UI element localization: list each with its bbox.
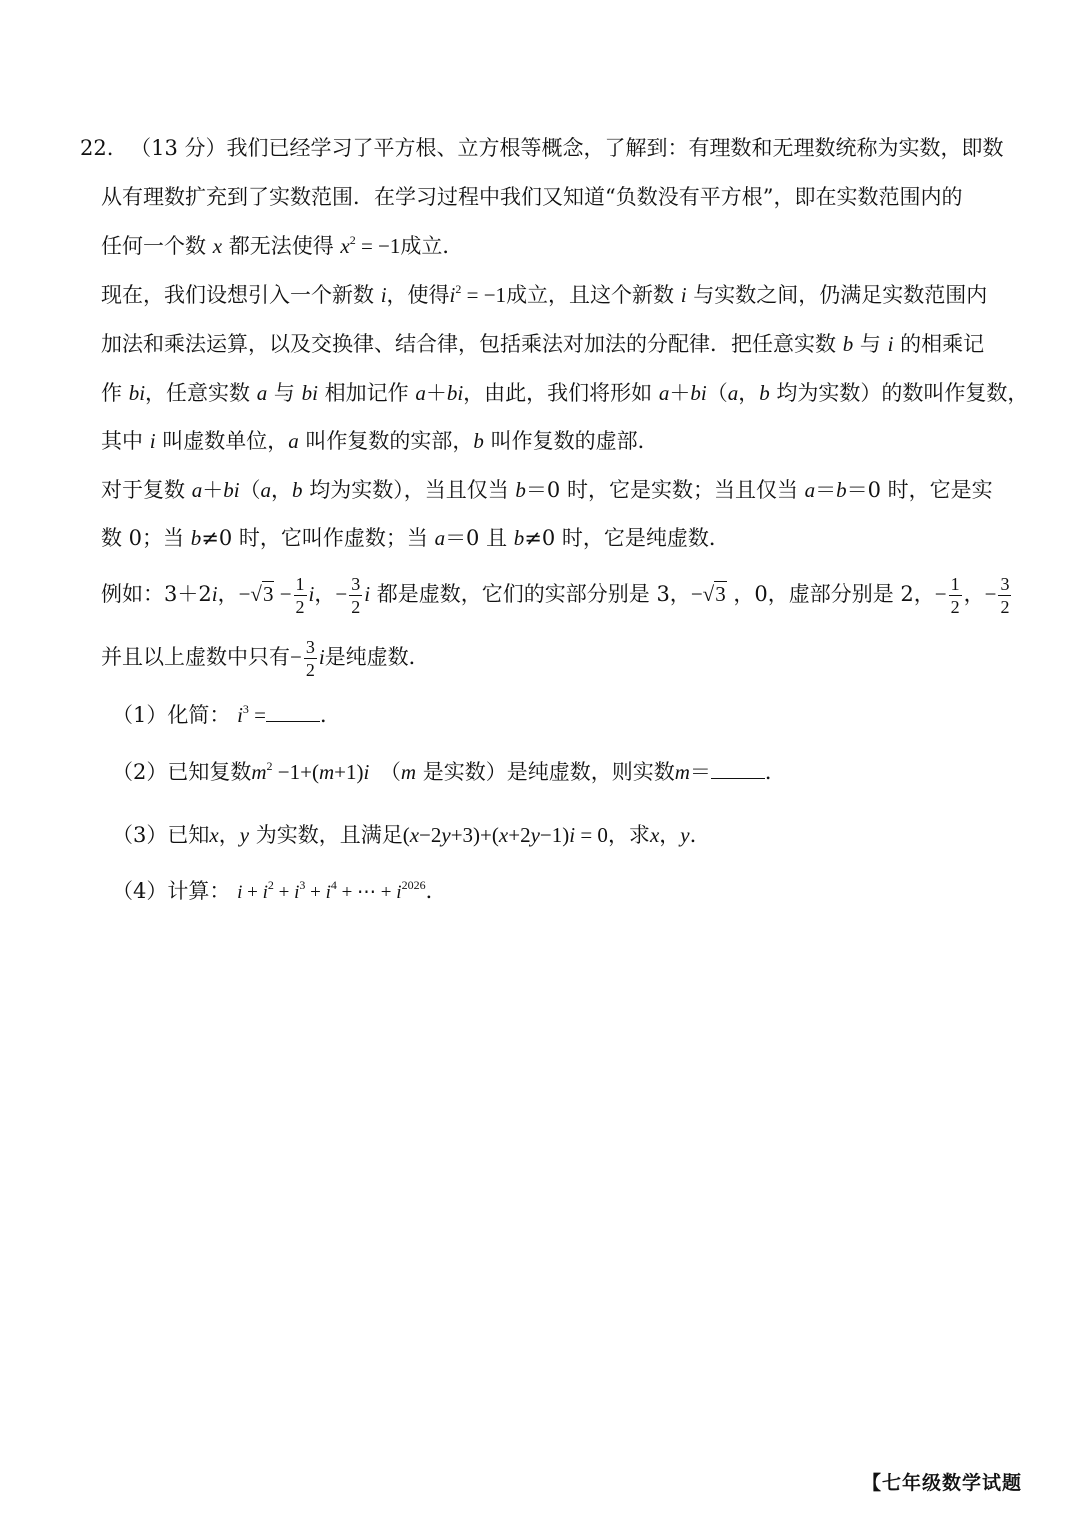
page-footer: 【七年级数学试题 [861, 1472, 1022, 1494]
fraction-three-halves: $\frac{3}{2}$ [351, 574, 361, 617]
sqrt-symbol: √3 [250, 582, 274, 606]
problem-intro-text: 我们已经学习了平方根、立方根等概念，了解到：有理数和无理数统称为实数，即数 [226, 136, 1004, 160]
paragraph-2-line-4: 其中 i 叫虚数单位，a 叫作复数的实部，b 叫作复数的虚部． [101, 429, 659, 453]
paragraph-2-line-3: 作 bi，任意实数 a 与 bi 相加记作 a＋bi，由此，我们将形如 a＋bi（a，b 均为实数）的数叫作复数， [101, 381, 1029, 405]
answer-blank-1[interactable] [266, 701, 320, 722]
fraction-one-half: $\frac{1}{2}$ [295, 574, 305, 617]
pure-imaginary-line: 并且以上虚数中只有− $\frac{3}{2}$ i是纯虚数． [101, 637, 430, 680]
question-2: （2）已知复数$m^2 -1+(m+1)i$ （m 是实数）是纯虚数，则实数m＝ ． [112, 759, 786, 784]
answer-blank-2[interactable] [711, 758, 765, 779]
problem-line-3: 任何一个数 x 都无法使得 $x^2 = -1$成立． [101, 233, 464, 258]
paragraph-3-line-1: 对于复数 a＋bi（a，b 均为实数），当且仅当 b＝0 时，它是实数；当且仅当 a＝b＝0 时，它是实 [101, 478, 993, 502]
problem-line-2: 从有理数扩充到了实数范围．在学习过程中我们又知道“负数没有平方根”，即在实数范围内的 [101, 185, 963, 209]
paragraph-2-line-1: 现在，我们设想引入一个新数 i，使得$i^2 = -1$成立，且这个新数 i 与实数之间，仍满足实数范围内 [101, 282, 988, 307]
problem-line-1 [80, 133, 1004, 163]
problem-points: （13 分） [130, 136, 227, 160]
question-1: （1）化简： $i^3$ = ． [112, 702, 341, 727]
question-3: （3）已知x，y 为实数，且满足(x−2y+3)+(x+2y−1)i = 0，求x，y. [112, 823, 697, 847]
problem-number: 22. [80, 136, 114, 160]
examples-line: 例如：3＋2i，−√3 − $\frac{1}{2}$ i，− $\frac{3}{2}$ i 都是虚数，它们的实部分别是 3，−√3 ，0，虚部分别是 2，− $\frac{1}{2}$ ，− $\frac{3}{2}$ [101, 570, 1013, 618]
question-4: （4）计算： $i + i^2 + i^3 + i^4$ + ⋯ + $i^{2026}$． [112, 878, 447, 903]
paragraph-2-line-2: 加法和乘法运算，以及交换律、结合律，包括乘法对加法的分配律．把任意实数 b 与 i 的相乘记 [101, 332, 985, 356]
paragraph-3-line-2: 数 0；当 b≠0 时，它叫作虚数；当 a＝0 且 b≠0 时，它是纯虚数． [101, 526, 730, 550]
